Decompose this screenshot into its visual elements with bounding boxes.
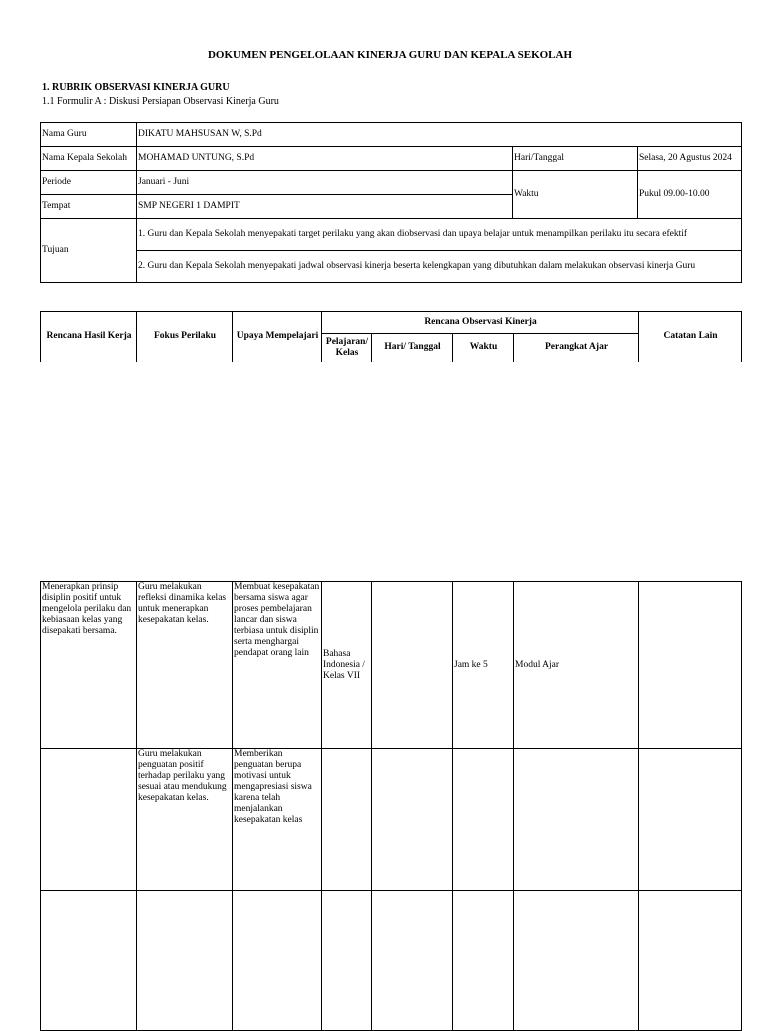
tempat-label: Tempat [41, 195, 137, 219]
nama-guru-label: Nama Guru [41, 123, 137, 147]
section-heading: 1. RUBRIK OBSERVASI KINERJA GURU [42, 82, 230, 93]
tujuan-item-1: 1. Guru dan Kepala Sekolah menyepakati target perilaku yang akan diobservasi dan upaya belajar untuk menampilkan perilaku itu secara efektif [137, 219, 742, 251]
cell-fokus [137, 891, 233, 1031]
cell-waktu [453, 891, 514, 1031]
header-rencana-hasil: Rencana Hasil Kerja [41, 312, 137, 362]
cell-upaya: Membuat kesepakatan bersama siswa agar proses pembelajaran lancar dan siswa terbiasa untuk disiplin serta menghargai pendapat orang lain [233, 582, 322, 749]
info-row-periode [41, 171, 742, 195]
cell-catatan [639, 582, 742, 749]
cell-catatan [639, 749, 742, 891]
cell-waktu [453, 749, 514, 891]
info-row-tujuan-1 [41, 219, 742, 251]
periode-label: Periode [41, 171, 137, 195]
cell-upaya [233, 891, 322, 1031]
hari-label: Hari/Tanggal [513, 147, 638, 171]
header-catatan: Catatan Lain [639, 312, 742, 362]
cell-upaya: Memberikan penguatan berupa motivasi untuk mengapresiasi siswa karena telah menjalankan kesepakatan kelas [233, 749, 322, 891]
cell-fokus: Guru melakukan refleksi dinamika kelas untuk menerapkan kesepakatan kelas. [137, 582, 233, 749]
kepala-value: MOHAMAD UNTUNG, S.Pd [137, 147, 513, 171]
document-title: DOKUMEN PENGELOLAAN KINERJA GURU DAN KEPALA SEKOLAH [207, 49, 573, 61]
table-row [41, 891, 742, 1031]
info-row-kepala [41, 147, 742, 171]
cell-pelajaran [322, 891, 372, 1031]
header-pelajaran: Pelajaran/ Kelas [322, 334, 372, 362]
cell-fokus: Guru melakukan penguatan positif terhadap perilaku yang sesuai atau mendukung kesepakatan kelas. [137, 749, 233, 891]
cell-catatan [639, 891, 742, 1031]
info-table [40, 122, 742, 283]
table-row [41, 582, 742, 749]
header-fokus: Fokus Perilaku [137, 312, 233, 362]
periode-value: Januari - Juni [137, 171, 513, 195]
cell-pelajaran [322, 749, 372, 891]
hari-value: Selasa, 20 Agustus 2024 [638, 147, 742, 171]
waktu-label: Waktu [513, 171, 638, 219]
header-hari: Hari/ Tanggal [372, 334, 453, 362]
header-perangkat: Perangkat Ajar [514, 334, 639, 362]
plan-table-header [40, 311, 742, 362]
table-row [41, 749, 742, 891]
header-upaya: Upaya Mempelajari [233, 312, 322, 362]
waktu-value: Pukul 09.00-10.00 [638, 171, 742, 219]
tujuan-label: Tujuan [41, 219, 137, 283]
nama-guru-value: DIKATU MAHSUSAN W, S.Pd [137, 123, 742, 147]
cell-hari [372, 582, 453, 749]
cell-perangkat: Modul Ajar [514, 582, 639, 749]
info-row-tujuan-2 [41, 251, 742, 283]
cell-waktu: Jam ke 5 [453, 582, 514, 749]
kepala-label: Nama Kepala Sekolah [41, 147, 137, 171]
cell-perangkat [514, 891, 639, 1031]
section-subheading: 1.1 Formulir A : Diskusi Persiapan Observasi Kinerja Guru [42, 96, 279, 107]
tempat-value: SMP NEGERI 1 DAMPIT [137, 195, 513, 219]
plan-table-body [40, 581, 742, 1031]
cell-rencana-hasil: Menerapkan prinsip disiplin positif untuk mengelola perilaku dan kebiasaan kelas yang disepakati bersama. [41, 582, 137, 749]
tujuan-item-2: 2. Guru dan Kepala Sekolah menyepakati jadwal observasi kinerja beserta kelengkapan yang dibutuhkan dalam melakukan observasi kinerja Guru [137, 251, 742, 283]
cell-rencana-hasil [41, 891, 137, 1031]
header-rencana-observasi: Rencana Observasi Kinerja [322, 312, 639, 334]
cell-hari [372, 749, 453, 891]
cell-rencana-hasil [41, 749, 137, 891]
info-row-nama-guru [41, 123, 742, 147]
cell-hari [372, 891, 453, 1031]
cell-perangkat [514, 749, 639, 891]
header-waktu: Waktu [453, 334, 514, 362]
cell-pelajaran: Bahasa Indonesia / Kelas VII [322, 582, 372, 749]
